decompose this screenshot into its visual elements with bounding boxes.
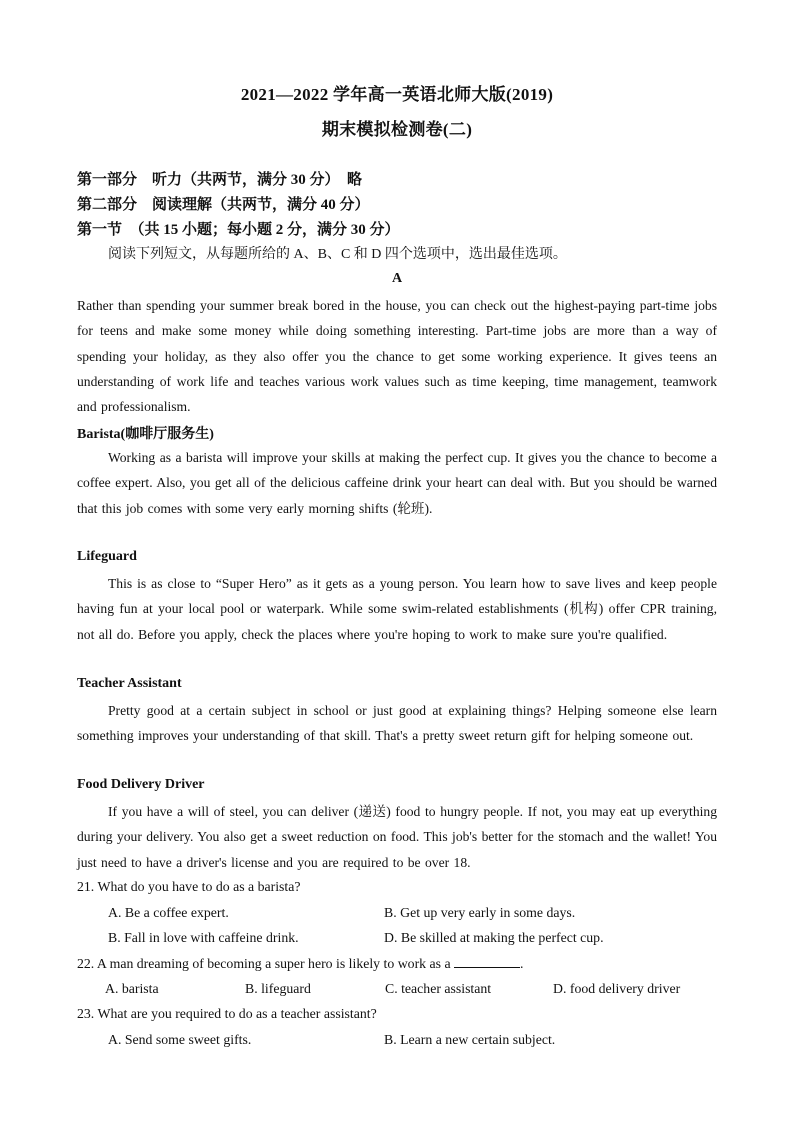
- question-21-option-3[interactable]: B. Fall in love with caffeine drink.: [108, 930, 299, 945]
- job-heading-lifeguard: Lifeguard: [77, 549, 137, 564]
- question-21-option-1[interactable]: A. Be a coffee expert.: [108, 905, 229, 920]
- instruction-text: 阅读下列短文，从每题所给的 A、B、C 和 D 四个选项中，选出最佳选项。: [108, 247, 567, 262]
- question-22-option-b[interactable]: B. lifeguard: [245, 981, 311, 996]
- job-heading-food-delivery: Food Delivery Driver: [77, 777, 205, 792]
- part1-heading: 第一部分 听力（共两节，满分 30 分） 略: [77, 172, 363, 188]
- question-23-stem: 23. What are you required to do as a teacher assistant?: [77, 1006, 377, 1021]
- exam-title: 2021—2022 学年高一英语北师大版(2019): [240, 85, 554, 104]
- job-text-barista: Working as a barista will improve your skills at making the perfect cup. It gives you the chance to become a coffee expert. Also, you get all of the delicious caffeine drink your heart can deal with. But you should be warned that this job comes with some very early morning shifts (轮班).: [77, 450, 717, 516]
- question-23-option-a[interactable]: A. Send some sweet gifts.: [108, 1032, 252, 1047]
- question-22-text: 22. A man dreaming of becoming a super hero is likely to work as a: [77, 956, 451, 971]
- question-22-end: .: [520, 956, 524, 971]
- exam-subtitle: 期末模拟检测卷(二): [321, 120, 473, 139]
- answer-blank: [454, 957, 520, 968]
- question-23-option-b[interactable]: B. Learn a new certain subject.: [384, 1032, 556, 1047]
- section1-heading: 第一节 （共 15 小题；每小题 2 分，满分 30 分）: [77, 222, 400, 238]
- job-heading-teacher-assistant: Teacher Assistant: [77, 676, 182, 691]
- question-21-option-2[interactable]: B. Get up very early in some days.: [384, 905, 576, 920]
- job-text-lifeguard: This is as close to “Super Hero” as it gets as a young person. You learn how to save lives and keep people having fun at your local pool or waterpark. While some swim-related establishments (机构) offer CPR training, not all do. Before you apply, check the places where you're hoping to work to make sure you're qualified.: [77, 576, 717, 642]
- part2-heading: 第二部分 阅读理解（共两节，满分 40 分）: [77, 197, 370, 213]
- job-text-teacher-assistant: Pretty good at a certain subject in school or just good at explaining things? Helping someone else learn something improves your understanding of that skill. That's a pretty sweet return gift for helping someone out.: [77, 703, 717, 744]
- question-22-stem: [77, 956, 524, 972]
- question-22-option-c[interactable]: C. teacher assistant: [385, 981, 492, 996]
- job-heading-barista: Barista(咖啡厅服务生): [77, 427, 214, 442]
- passage-label: A: [391, 271, 403, 286]
- intro-paragraph: Rather than spending your summer break bored in the house, you can check out the highest-paying part-time jobs for teens and make some money while doing something interesting. Part-time jobs are more than a way of spending your holiday, as they also offer you the chance to get some working experience. It gives teens an understanding of work life and teaches various work values such as time keeping, time management, teamwork and professionalism.: [77, 298, 717, 415]
- job-text-food-delivery: If you have a will of steel, you can deliver (递送) food to hungry people. If not, you may eat up everything during your delivery. You also get a sweet reduction on food. This job's better for the stomach and the wallet! You just need to have a driver's license and you are required to be over 18.: [77, 804, 717, 870]
- question-22-option-a[interactable]: A. barista: [105, 981, 159, 996]
- question-21-option-4[interactable]: D. Be skilled at making the perfect cup.: [384, 930, 604, 945]
- question-22-option-d[interactable]: D. food delivery driver: [553, 981, 681, 996]
- question-21-stem: 21. What do you have to do as a barista?: [77, 879, 301, 894]
